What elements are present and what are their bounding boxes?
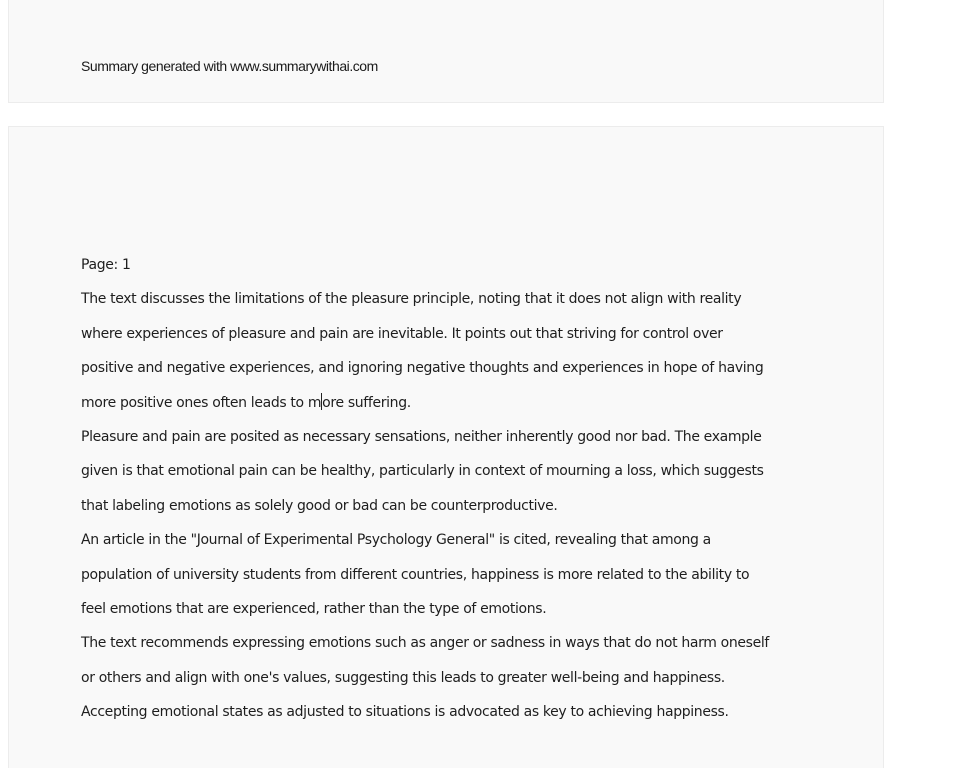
text-line: positive and negative experiences, and ignoring negative thoughts and experiences in hope of having [81,360,764,377]
text-line: An article in the "Journal of Experimental Psychology General" is cited, revealing that among a [81,532,711,549]
text-fragment: more positive ones often leads to m [81,394,322,411]
text-line: where experiences of pleasure and pain are inevitable. It points out that striving for control over [81,325,723,342]
text-line: The text discusses the limitations of the pleasure principle, noting that it does not align with reality [81,291,742,308]
previous-page [8,0,884,103]
text-line: or others and align with one's values, suggesting this leads to greater well-being and happiness. [81,669,725,686]
text-line: that labeling emotions as solely good or bad can be counterproductive. [81,497,558,514]
text-line: given is that emotional pain can be healthy, particularly in context of mourning a loss, which suggests [81,463,764,480]
text-line: feel emotions that are experienced, rather than the type of emotions. [81,600,547,617]
document-page [8,126,884,768]
text-line: Accepting emotional states as adjusted to situations is advocated as key to achieving happiness. [81,704,729,721]
page-label: Page: 1 [81,257,131,273]
text-line: population of university students from different countries, happiness is more related to the ability to [81,566,750,583]
text-fragment: ore suffering. [322,394,411,411]
text-line-with-caret [81,393,841,427]
page-text[interactable] [81,255,841,736]
text-line: The text recommends expressing emotions such as anger or sadness in ways that do not harm oneself [81,635,769,652]
text-line: Pleasure and pain are posited as necessary sensations, neither inherently good nor bad. The example [81,428,762,445]
footer-note: Summary generated with www.summarywithai.com [81,58,378,74]
